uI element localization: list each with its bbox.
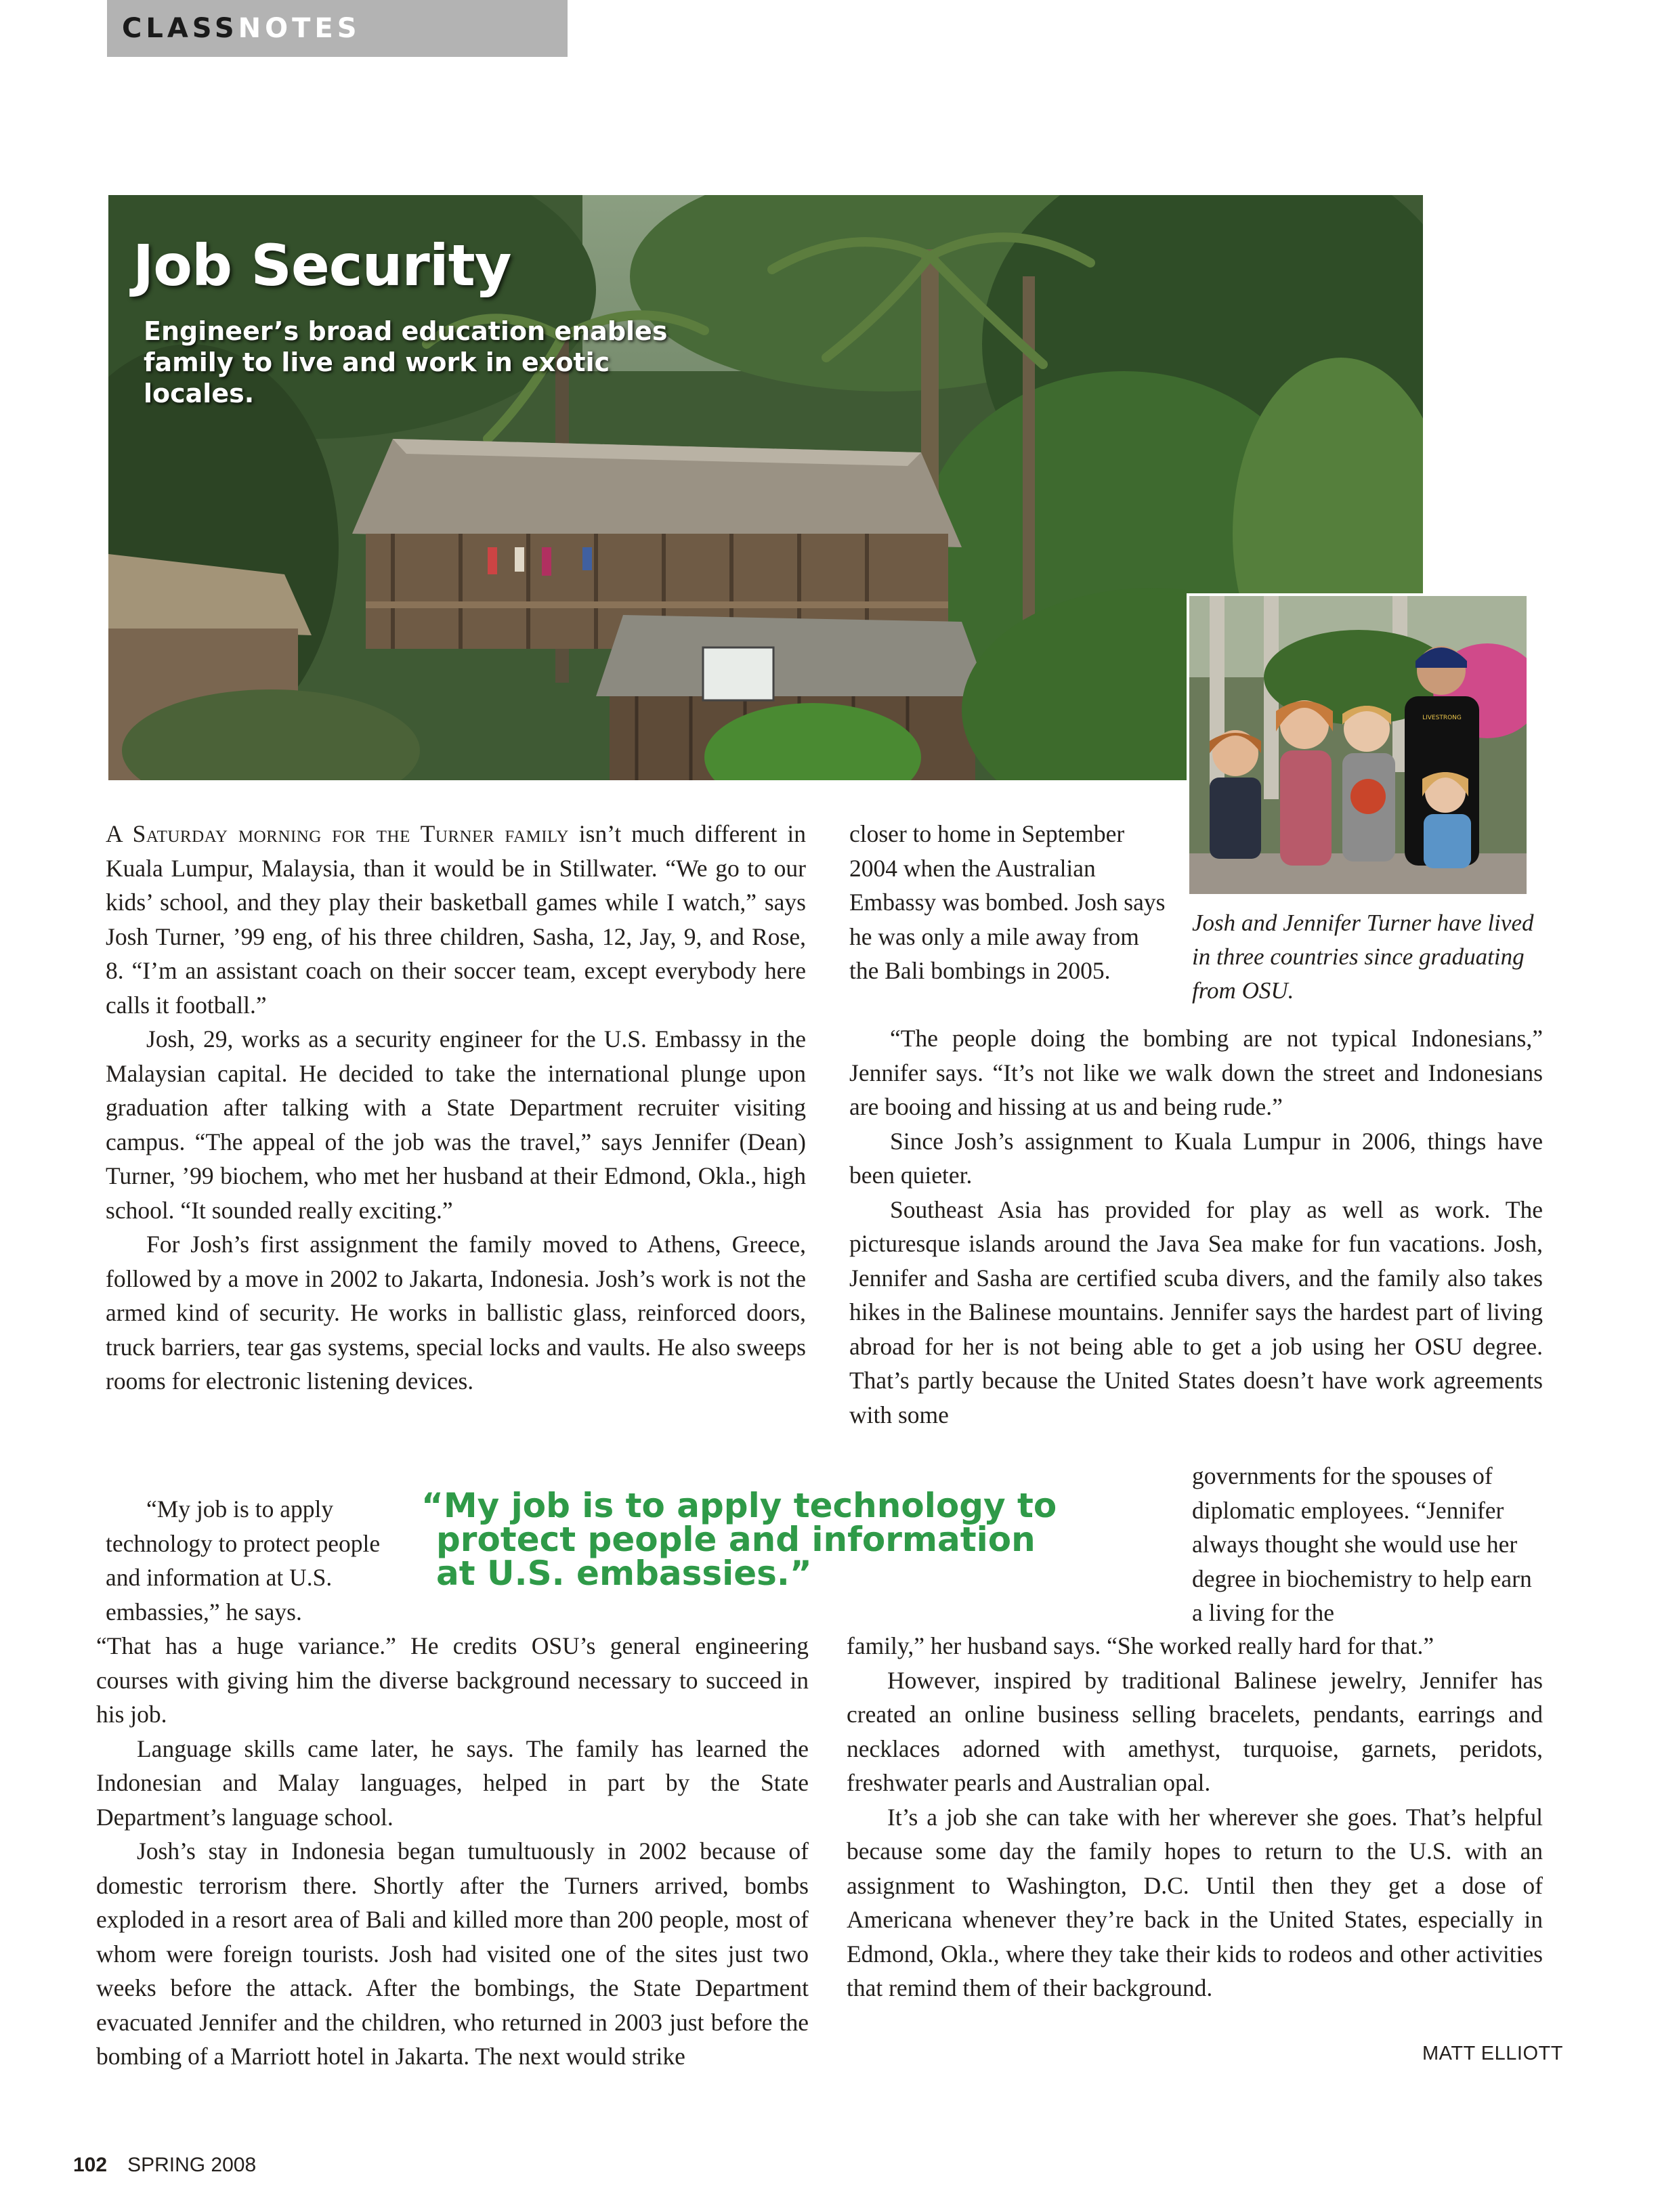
article-column-left-lower bbox=[96, 1629, 809, 2074]
article-column-right bbox=[849, 1021, 1543, 1432]
article-paragraph: However, inspired by traditional Balinese jewelry, Jennifer has created an online business selling bracelets, pendants, earrings and necklaces adorned with amethyst, turquoise, garnets, peridots, freshwater pearls and Australian opal. bbox=[847, 1666, 1543, 1796]
article-paragraph: For Josh’s first assignment the family moved to Athens, Greece, followed by a move in 2002 to Jakarta, Indonesia. Josh’s work is not the armed kind of security. He works in ballistic glass, reinforced doors, truck barriers, tear gas systems, special locks and vaults. He also sweeps rooms for electronic listening devices. bbox=[106, 1231, 806, 1395]
family-photo bbox=[1187, 593, 1529, 897]
article-paragraph: Southeast Asia has provided for play as well as work. The picturesque islands around the Java Sea make for fun vacations. Josh, Jennifer and Sasha are certified scuba divers, and the family also takes hikes in the Balinese mountains. Jennifer says the hardest part of living abroad for her is not being able to get a job using her OSU degree. That’s partly because the United States doesn’t have work agreements with some bbox=[849, 1195, 1543, 1428]
article-subtitle: Engineer’s broad education enables family to live and work in exotic locales. bbox=[144, 316, 668, 408]
article-paragraph: closer to home in September 2004 when the Australian Embassy was bombed. Josh says he was only a mile away from the Bali bombings in 2005. bbox=[849, 820, 1166, 984]
article-paragraph: family,” her husband says. “She worked really hard for that.” bbox=[847, 1632, 1434, 1659]
section-label-notes: NOTES bbox=[238, 13, 361, 44]
family-photo-illustration bbox=[1189, 596, 1527, 894]
photo-caption: Josh and Jennifer Turner have lived in three countries since graduating from OSU. bbox=[1192, 910, 1534, 1004]
article-paragraph: Josh, 29, works as a security engineer for the U.S. Embassy in the Malaysian capital. He decided to take the international plunge upon graduation after talking with a State Department recruiter visiting campus. “The appeal of the job was the travel,” says Jennifer (Dean) Turner, ’99 biochem, who met her husband at their Edmond, Okla., high school. “It sounded really exciting.” bbox=[106, 1025, 806, 1224]
pull-quote-line: “My job is to apply technology to bbox=[421, 1486, 1057, 1525]
article-paragraph: governments for the spouses of diplomatic employees. “Jennifer always thought she would use her degree in biochemistry to help earn a living for the bbox=[1192, 1462, 1532, 1626]
article-title: Job Security bbox=[133, 232, 511, 299]
article-paragraph: Josh’s stay in Indonesia began tumultuously in 2002 because of domestic terrorism there. Shortly after the Turners arrived, bombs exploded in a resort area of Bali and killed more than 200 people, most of whom were foreign tourists. Josh had visited one of the sites just two weeks before the attack. After the bombings, the State Department evacuated Jennifer and the children, who returned in 2003 just before the bombing of a Marriott hotel in Jakarta. The next would strike bbox=[96, 1837, 809, 2070]
page-folio bbox=[73, 2154, 256, 2177]
pull-quote bbox=[421, 1486, 1153, 1593]
article-paragraph: It’s a job she can take with her wherever she goes. That’s helpful because some day the family hopes to return to the U.S. with an assignment to Washington, D.C. Until then they get a dose of Americana whenever they’re back in the United States, especially in Edmond, Okla., where they take their kids to rodeos and other activities that remind them of their background. bbox=[847, 1803, 1543, 2001]
article-column-right-lower bbox=[847, 1629, 1543, 2005]
issue-label: SPRING 2008 bbox=[127, 2154, 257, 2176]
section-header bbox=[107, 0, 568, 57]
lead-in: A Saturday morning for the Turner family bbox=[106, 820, 569, 847]
article-column-right-top bbox=[849, 817, 1170, 988]
article-paragraph bbox=[106, 817, 806, 1022]
article-paragraph: Language skills came later, he says. The family has learned the Indonesian and Malay languages, helped in part by the State Department’s language school. bbox=[96, 1735, 809, 1831]
byline: MATT ELLIOTT bbox=[1422, 2043, 1563, 2064]
article-column-left-quote-wrap bbox=[106, 1492, 404, 1629]
article-paragraph: “That has a huge variance.” He credits OSU’s general engineering courses with giving him the diverse background necessary to succeed in his job. bbox=[96, 1632, 809, 1728]
article-paragraph: “My job is to apply technology to protect people and information at U.S. embassies,” he says. bbox=[106, 1495, 381, 1625]
article-column-left-upper bbox=[106, 817, 806, 1399]
article-column-right-wrap bbox=[1192, 1459, 1544, 1630]
article-paragraph: Since Josh’s assignment to Kuala Lumpur in 2006, things have been quieter. bbox=[849, 1127, 1543, 1189]
page-number: 102 bbox=[73, 2154, 108, 2176]
paragraph-text: isn’t much different in Kuala Lumpur, Malaysia, than it would be in Stillwater. “We go to our kids’ school, and they play their basketball games while I watch,” says Josh Turner, ’99 eng, of his three children, Sasha, 12, Jay, 9, and Rose, 8. “I’m an assistant coach on their soccer team, except everybody here calls it football.” bbox=[106, 820, 806, 1019]
shirt-text: LIVESTRONG bbox=[1422, 715, 1462, 721]
section-label-class: CLASS bbox=[122, 13, 238, 44]
pull-quote-line: protect people and information bbox=[436, 1520, 1036, 1559]
pull-quote-line: at U.S. embassies.” bbox=[436, 1554, 812, 1593]
article-paragraph: “The people doing the bombing are not typical Indonesians,” Jennifer says. “It’s not like we walk down the street and Indonesians are booing and hissing at us and being rude.” bbox=[849, 1025, 1543, 1120]
